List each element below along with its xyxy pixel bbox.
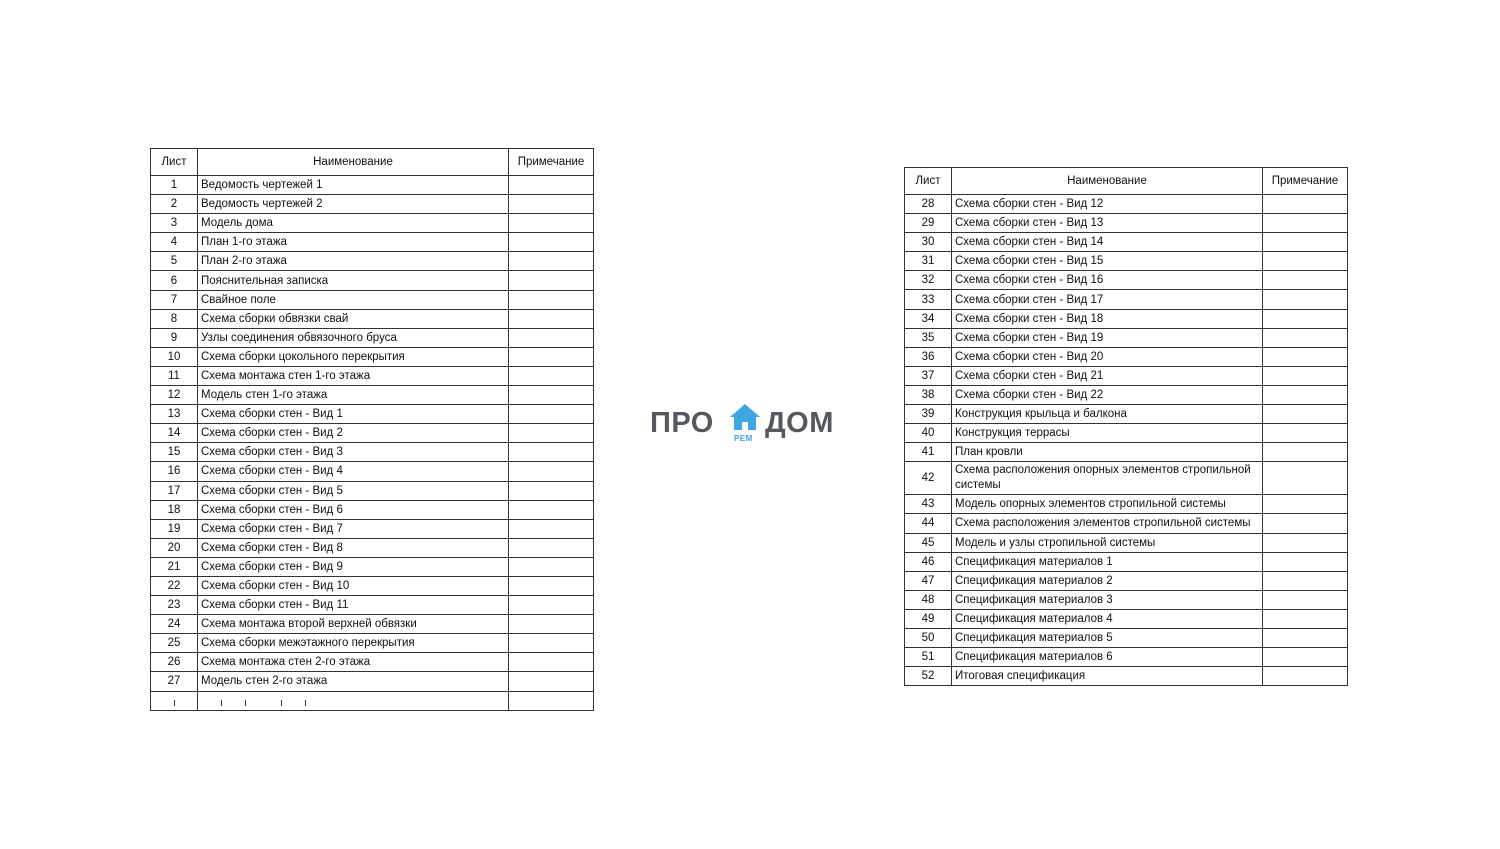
note-cell [509,176,594,195]
sheet-number-cell: 39 [905,405,952,424]
note-cell [1263,552,1348,571]
sheet-name-cell: Спецификация материалов 3 [952,590,1263,609]
note-cell [509,328,594,347]
sheet-number-cell: 37 [905,366,952,385]
sheet-name-cell: Спецификация материалов 4 [952,609,1263,628]
sheet-name-cell: Схема монтажа второй верхней обвязки [198,615,509,634]
sheet-name-cell: Схема сборки стен - Вид 5 [198,481,509,500]
sheet-name-cell: Схема сборки стен - Вид 9 [198,557,509,576]
note-cell [1263,328,1348,347]
sheet-number-cell: 41 [905,443,952,462]
sheet-name-cell: Схема сборки стен - Вид 11 [198,596,509,615]
sheet-number-cell: 48 [905,590,952,609]
sheet-name-cell: Схема сборки стен - Вид 17 [952,290,1263,309]
table-row [151,309,594,328]
sheet-name-cell: Схема сборки стен - Вид 7 [198,519,509,538]
table-row [151,443,594,462]
sheet-number-cell: 2 [151,195,198,214]
sheet-name-cell: Спецификация материалов 6 [952,648,1263,667]
sheet-number-cell: 27 [151,672,198,691]
note-cell [1263,571,1348,590]
table-row [151,519,594,538]
table-row [905,552,1348,571]
logo-sub-label: РЕМ [734,434,753,443]
note-cell [509,309,594,328]
table-row [905,514,1348,533]
table-row [905,385,1348,404]
sheet-name-cell: Спецификация материалов 2 [952,571,1263,590]
table-row [151,233,594,252]
note-cell [1263,609,1348,628]
sheet-name-cell: Ведомость чертежей 1 [198,176,509,195]
sheet-number-cell: 6 [151,271,198,290]
note-cell [1263,648,1348,667]
sheet-name-cell: Схема сборки цокольного перекрытия [198,347,509,366]
sheet-number-cell: 40 [905,424,952,443]
note-cell [509,366,594,385]
table-row [151,653,594,672]
table-header-row [151,149,594,176]
table-row [905,609,1348,628]
table-row [151,366,594,385]
note-cell [1263,385,1348,404]
note-cell [1263,252,1348,271]
sheet-number-cell: 11 [151,366,198,385]
note-cell [1263,533,1348,552]
note-cell [509,576,594,595]
table-row [905,309,1348,328]
sheet-number-cell: 20 [151,538,198,557]
note-cell [1263,271,1348,290]
note-cell [509,596,594,615]
table-footer-ticks [150,700,593,706]
note-cell [1263,667,1348,686]
sheet-number-cell: 35 [905,328,952,347]
sheet-name-cell: Узлы соединения обвязочного бруса [198,328,509,347]
table-row [905,533,1348,552]
sheet-number-cell: 28 [905,195,952,214]
note-cell [509,214,594,233]
note-cell [509,405,594,424]
sheet-number-cell: 17 [151,481,198,500]
table-row [151,386,594,405]
table-row [905,424,1348,443]
note-cell [1263,233,1348,252]
sheet-name-cell: Схема сборки стен - Вид 22 [952,385,1263,404]
sheet-name-cell: Схема сборки стен - Вид 15 [952,252,1263,271]
sheet-name-cell: Схема сборки стен - Вид 14 [952,233,1263,252]
note-cell [1263,590,1348,609]
sheet-name-cell: Пояснительная записка [198,271,509,290]
note-cell [1263,309,1348,328]
sheet-name-cell: Конструкция террасы [952,424,1263,443]
note-cell [509,519,594,538]
note-cell [509,233,594,252]
table-row [151,214,594,233]
sheet-name-cell: Схема сборки стен - Вид 3 [198,443,509,462]
sheet-number-cell: 12 [151,386,198,405]
note-cell [1263,495,1348,514]
table-row [151,176,594,195]
note-cell [1263,214,1348,233]
note-cell [509,271,594,290]
sheet-number-cell: 32 [905,271,952,290]
table-row [905,271,1348,290]
table-row [151,538,594,557]
note-cell [1263,424,1348,443]
sheet-name-cell: Спецификация материалов 5 [952,628,1263,647]
table-row [905,366,1348,385]
logo [650,403,850,447]
table-row [905,462,1348,495]
sheet-number-cell: 49 [905,609,952,628]
note-cell [1263,195,1348,214]
table-row [151,615,594,634]
note-cell [1263,462,1348,495]
sheet-number-cell: 8 [151,309,198,328]
sheet-number-cell: 13 [151,405,198,424]
sheet-name-cell: Свайное поле [198,290,509,309]
column-header-name: Наименование [952,168,1263,195]
sheet-name-cell: Схема расположения элементов стропильной системы [952,514,1263,533]
sheet-number-cell: 18 [151,500,198,519]
note-cell [509,557,594,576]
table-row [905,328,1348,347]
table-row [151,424,594,443]
table-row [905,443,1348,462]
sheet-name-cell: Спецификация материалов 1 [952,552,1263,571]
note-cell [1263,628,1348,647]
table-row [151,271,594,290]
note-cell [509,500,594,519]
sheet-number-cell: 50 [905,628,952,647]
note-cell [509,443,594,462]
sheet-name-cell: Модель стен 1-го этажа [198,386,509,405]
sheet-number-cell: 43 [905,495,952,514]
table-row [151,596,594,615]
sheet-name-cell: Схема сборки стен - Вид 16 [952,271,1263,290]
sheet-number-cell: 29 [905,214,952,233]
note-cell [509,538,594,557]
sheet-name-cell: Модель и узлы стропильной системы [952,533,1263,552]
table-body [151,176,594,711]
column-header-name: Наименование [198,149,509,176]
note-cell [1263,405,1348,424]
table-row [905,233,1348,252]
table-row [905,495,1348,514]
table-row [905,214,1348,233]
table-row [151,290,594,309]
house-icon [729,403,761,433]
sheet-number-cell: 3 [151,214,198,233]
table-row [151,481,594,500]
sheet-name-cell: План кровли [952,443,1263,462]
note-cell [1263,366,1348,385]
sheet-name-cell: Модель опорных элементов стропильной системы [952,495,1263,514]
sheet-number-cell: 26 [151,653,198,672]
note-cell [509,424,594,443]
table-row [151,557,594,576]
sheet-name-cell: Итоговая спецификация [952,667,1263,686]
sheet-number-cell: 22 [151,576,198,595]
drawings-list-table-right [904,167,1348,686]
table-header-row [905,168,1348,195]
sheet-name-cell: План 2-го этажа [198,252,509,271]
sheet-number-cell: 25 [151,634,198,653]
sheet-name-cell: Схема сборки стен - Вид 12 [952,195,1263,214]
sheet-number-cell: 33 [905,290,952,309]
sheet-name-cell: Схема сборки обвязки свай [198,309,509,328]
logo-word-dom: ДОМ [765,407,834,439]
table-row [905,405,1348,424]
sheet-number-cell: 4 [151,233,198,252]
sheet-name-cell: Схема сборки стен - Вид 20 [952,347,1263,366]
sheet-number-cell: 5 [151,252,198,271]
sheet-name-cell: Схема сборки стен - Вид 4 [198,462,509,481]
table-row [905,347,1348,366]
sheet-number-cell: 30 [905,233,952,252]
table-row [151,347,594,366]
column-header-sheet: Лист [905,168,952,195]
sheet-number-cell: 21 [151,557,198,576]
sheet-name-cell: Конструкция крыльца и балкона [952,405,1263,424]
sheet-name-cell: Схема расположения опорных элементов стропильной системы [952,462,1263,495]
sheet-number-cell: 23 [151,596,198,615]
sheet-name-cell: Схема сборки стен - Вид 2 [198,424,509,443]
note-cell [509,481,594,500]
sheet-name-cell: Схема сборки стен - Вид 6 [198,500,509,519]
sheet-number-cell: 36 [905,347,952,366]
note-cell [509,634,594,653]
note-cell [509,615,594,634]
sheet-name-cell: Схема монтажа стен 2-го этажа [198,653,509,672]
table-row [151,634,594,653]
sheet-name-cell: Схема сборки стен - Вид 1 [198,405,509,424]
table-row [905,628,1348,647]
sheet-number-cell: 14 [151,424,198,443]
sheet-name-cell: Ведомость чертежей 2 [198,195,509,214]
table-row [151,328,594,347]
table-row [151,462,594,481]
note-cell [509,252,594,271]
sheet-number-cell: 9 [151,328,198,347]
table-row [905,648,1348,667]
note-cell [509,195,594,214]
sheet-number-cell: 51 [905,648,952,667]
note-cell [1263,443,1348,462]
note-cell [1263,290,1348,309]
sheet-number-cell: 52 [905,667,952,686]
sheet-number-cell: 34 [905,309,952,328]
sheet-number-cell: 16 [151,462,198,481]
table-row [905,590,1348,609]
sheet-number-cell: 45 [905,533,952,552]
note-cell [1263,514,1348,533]
note-cell [1263,347,1348,366]
table-row [905,290,1348,309]
sheet-name-cell: Схема монтажа стен 1-го этажа [198,366,509,385]
sheet-name-cell: Модель дома [198,214,509,233]
sheet-name-cell: Модель стен 2-го этажа [198,672,509,691]
sheet-name-cell: Схема сборки стен - Вид 8 [198,538,509,557]
column-header-note: Примечание [509,149,594,176]
sheet-number-cell: 19 [151,519,198,538]
sheet-number-cell: 44 [905,514,952,533]
drawings-list-table-left [150,148,594,711]
sheet-number-cell: 38 [905,385,952,404]
sheet-number-cell: 46 [905,552,952,571]
table-row [905,667,1348,686]
note-cell [509,386,594,405]
table-row [151,672,594,691]
table-row [151,500,594,519]
sheet-name-cell: Схема сборки стен - Вид 18 [952,309,1263,328]
table-row [151,405,594,424]
sheet-name-cell: Схема сборки стен - Вид 13 [952,214,1263,233]
note-cell [509,290,594,309]
sheet-name-cell: Схема сборки стен - Вид 10 [198,576,509,595]
sheet-number-cell: 31 [905,252,952,271]
column-header-sheet: Лист [151,149,198,176]
sheet-name-cell: План 1-го этажа [198,233,509,252]
table-row [905,195,1348,214]
sheet-number-cell: 47 [905,571,952,590]
note-cell [509,653,594,672]
logo-word-pro: ПРО [650,407,714,439]
table-row [905,252,1348,271]
table-row [151,576,594,595]
sheet-number-cell: 1 [151,176,198,195]
sheet-name-cell: Схема сборки стен - Вид 19 [952,328,1263,347]
table-body [905,195,1348,686]
note-cell [509,347,594,366]
sheet-number-cell: 10 [151,347,198,366]
table-row [905,571,1348,590]
column-header-note: Примечание [1263,168,1348,195]
table-row [151,252,594,271]
sheet-name-cell: Схема сборки межэтажного перекрытия [198,634,509,653]
note-cell [509,672,594,691]
note-cell [509,462,594,481]
sheet-number-cell: 7 [151,290,198,309]
sheet-number-cell: 15 [151,443,198,462]
table-row [151,195,594,214]
sheet-number-cell: 24 [151,615,198,634]
sheet-name-cell: Схема сборки стен - Вид 21 [952,366,1263,385]
sheet-number-cell: 42 [905,462,952,495]
